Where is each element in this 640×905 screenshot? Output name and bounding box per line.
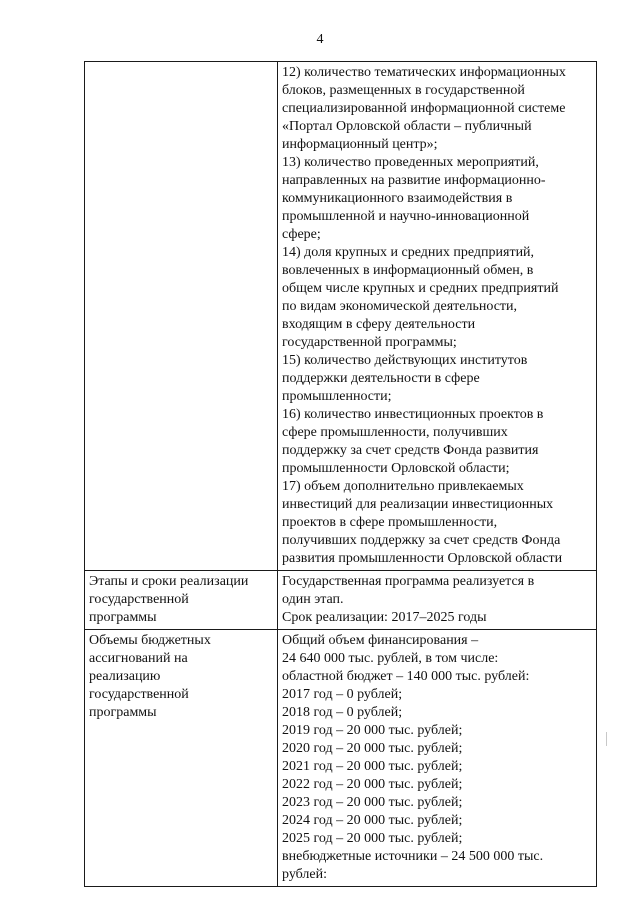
row-label-cell [85,571,278,630]
row-value-cell [278,62,597,571]
value-line: 2017 год – 0 рублей; [282,687,403,702]
value-line: 2019 год – 20 000 тыс. рублей; [282,723,463,738]
value-line: рублей: [282,867,327,882]
label-line: ассигнований на [89,651,188,666]
value-line: инвестиций для реализации инвестиционных [282,497,554,512]
value-line: 2021 год – 20 000 тыс. рублей; [282,759,463,774]
value-line: 2023 год – 20 000 тыс. рублей; [282,795,463,810]
value-line: 15) количество действующих институтов [282,353,528,368]
value-line: промышленности Орловской области; [282,461,510,476]
program-passport-table [84,61,597,887]
value-line: один этап. [282,592,344,607]
value-line: сфере; [282,227,321,242]
value-line: информационный центр»; [282,137,438,152]
value-line: 2025 год – 20 000 тыс. рублей; [282,831,463,846]
value-line: общем числе крупных и средних предприятий [282,281,559,296]
value-line: коммуникационного взаимодействия в [282,191,513,206]
value-line: промышленной и научно-инновационной [282,209,530,224]
label-line: программы [89,705,157,720]
value-line: 13) количество проведенных мероприятий, [282,155,539,170]
value-line: направленных на развитие информационно- [282,173,546,188]
value-line: специализированной информационной системе [282,101,566,116]
value-line: 2022 год – 20 000 тыс. рублей; [282,777,463,792]
table-body [85,62,597,887]
label-line: Этапы и сроки реализации [89,574,249,589]
table-row [85,630,597,887]
value-line: развития промышленности Орловской области [282,551,563,566]
label-line: программы [89,610,157,625]
value-line: «Портал Орловской области – публичный [282,119,532,134]
value-line: 12) количество тематических информационных [282,65,566,80]
value-line: проектов в сфере промышленности, [282,515,498,530]
value-line: поддержки деятельности в сфере [282,371,480,386]
value-line: поддержку за счет средств Фонда развития [282,443,539,458]
row-label-cell [85,630,278,887]
value-line: промышленности; [282,389,392,404]
value-line: областной бюджет – 140 000 тыс. рублей: [282,669,530,684]
value-line: входящим в сферу деятельности [282,317,476,332]
label-line: Объемы бюджетных [89,633,211,648]
value-line: 2024 год – 20 000 тыс. рублей; [282,813,463,828]
table-row [85,62,597,571]
page-number: 4 [316,32,324,47]
scan-mark [606,732,607,746]
value-line: получивших поддержку за счет средств Фонда [282,533,561,548]
value-line: 24 640 000 тыс. рублей, в том числе: [282,651,499,666]
label-line: реализацию [89,669,161,684]
value-line: 2020 год – 20 000 тыс. рублей; [282,741,463,756]
value-line: 14) доля крупных и средних предприятий, [282,245,535,260]
value-line: 16) количество инвестиционных проектов в [282,407,544,422]
value-line: Государственная программа реализуется в [282,574,535,589]
value-line: Общий объем финансирования – [282,633,479,648]
value-line: внебюджетные источники – 24 500 000 тыс. [282,849,544,864]
value-line: Срок реализации: 2017–2025 годы [282,610,487,625]
table-row [85,571,597,630]
value-line: вовлеченных в информационный обмен, в [282,263,534,278]
value-line: блоков, размещенных в государственной [282,83,525,98]
value-line: сфере промышленности, получивших [282,425,508,440]
value-line: 2018 год – 0 рублей; [282,705,403,720]
row-value-cell [278,630,597,887]
row-label-cell [85,62,278,571]
value-line: государственной программы; [282,335,457,350]
value-line: 17) объем дополнительно привлекаемых [282,479,524,494]
label-line: государственной [89,687,189,702]
row-value-cell [278,571,597,630]
value-line: по видам экономической деятельности, [282,299,518,314]
label-line: государственной [89,592,189,607]
